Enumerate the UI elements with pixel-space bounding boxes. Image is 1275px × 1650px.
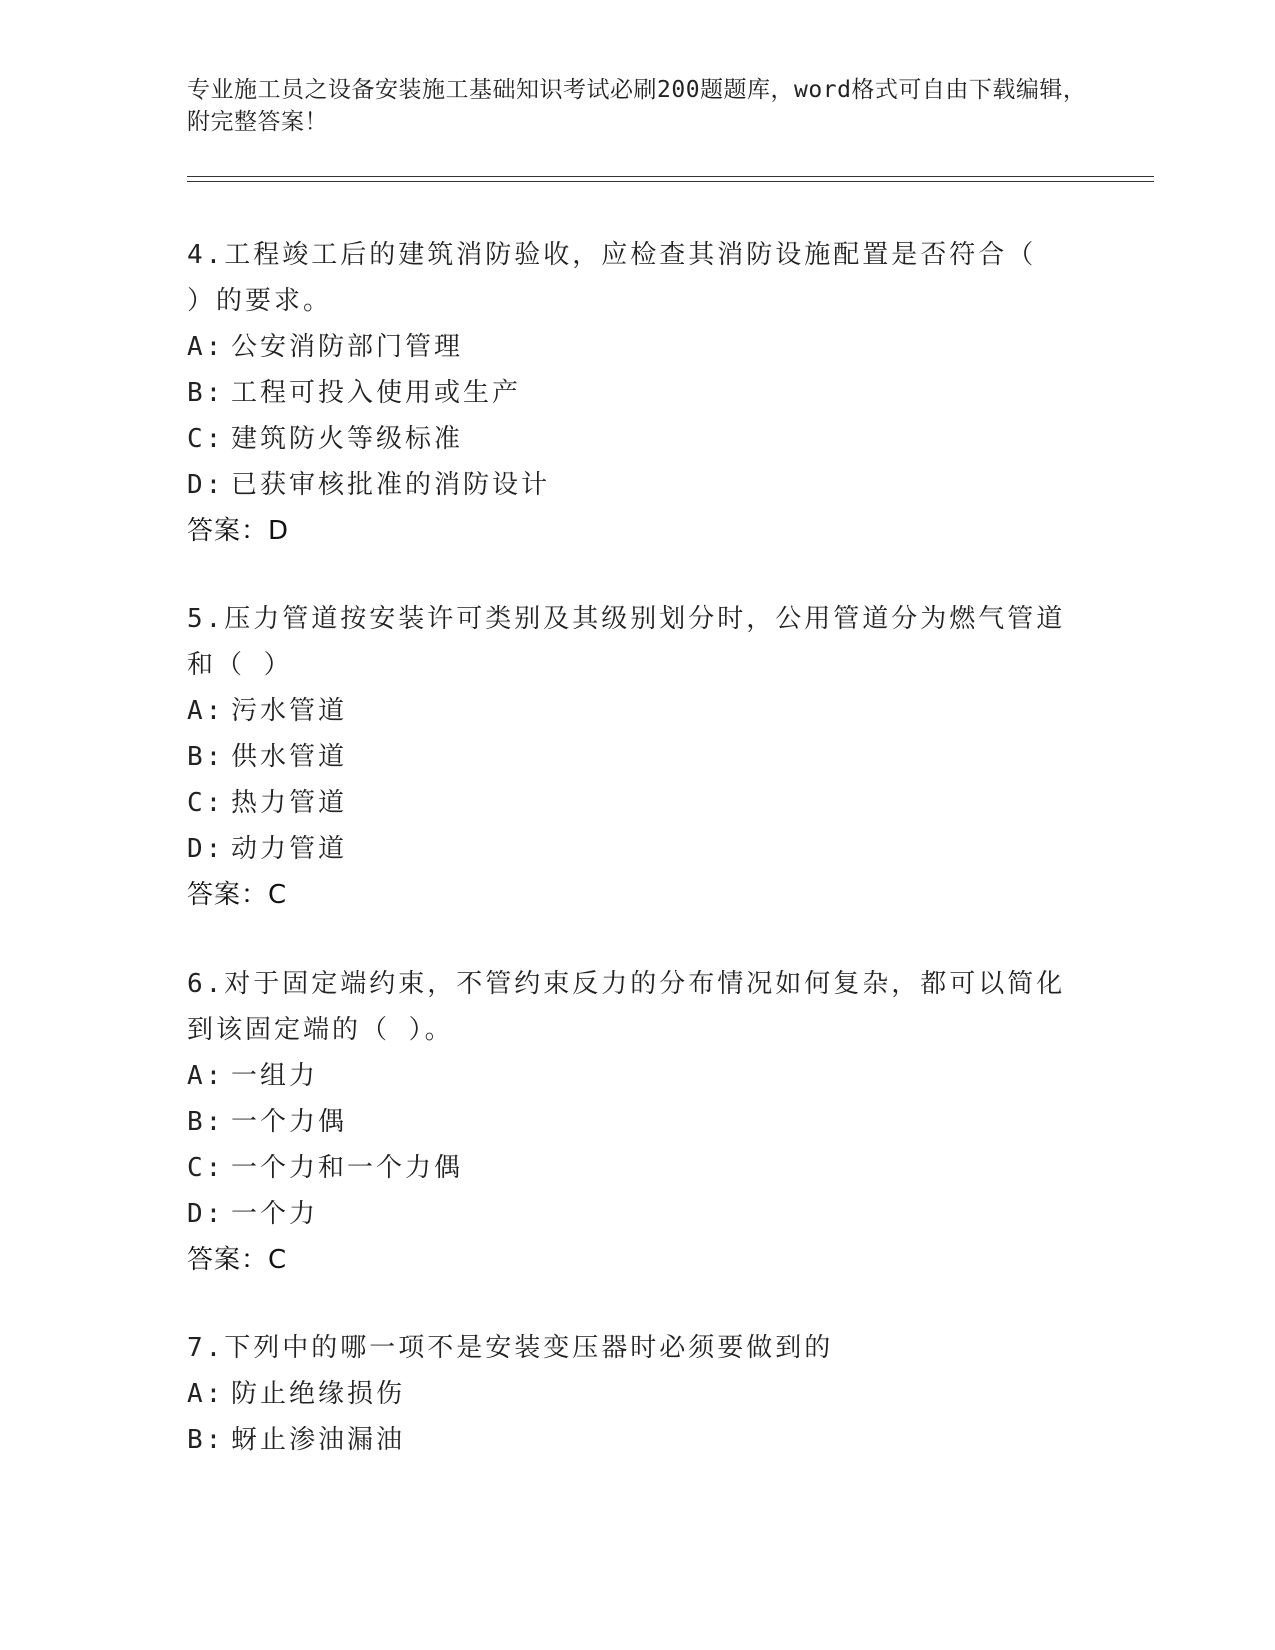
question-4 <box>187 232 1067 554</box>
option-text: 一个力 <box>231 1199 319 1229</box>
question-stem: 4.工程竣工后的建筑消防验收，应检查其消防设施配置是否符合（ ）的要求。 <box>187 240 1037 316</box>
answer-line: 答案：D <box>187 516 290 546</box>
option-text: 建筑防火等级标准 <box>231 424 464 454</box>
option-text: 已获审核批准的消防设计 <box>231 470 551 500</box>
question-6 <box>187 961 1067 1283</box>
document-header: 专业施工员之设备安装施工基础知识考试必刷200题题库，word格式可自由下载编辑，附完整答案！ <box>187 77 1087 135</box>
option-text: 热力管道 <box>231 788 348 818</box>
header-divider-top <box>187 176 1154 177</box>
option-d <box>187 1191 1067 1237</box>
option-text: 蚜止渗油漏油 <box>231 1425 406 1455</box>
option-letter: B: <box>187 1425 225 1455</box>
option-b <box>187 734 1067 780</box>
option-letter: A: <box>187 332 225 362</box>
option-text: 一组力 <box>231 1061 319 1091</box>
option-a <box>187 1053 1067 1099</box>
option-letter: A: <box>187 1379 225 1409</box>
answer-line: 答案：C <box>187 1245 288 1275</box>
question-stem: 5.压力管道按安装许可类别及其级别划分时，公用管道分为燃气管道和（ ） <box>187 604 1066 680</box>
option-text: 工程可投入使用或生产 <box>231 378 522 408</box>
option-text: 公安消防部门管理 <box>231 332 464 362</box>
option-b <box>187 1099 1067 1145</box>
option-letter: A: <box>187 1061 225 1091</box>
option-letter: C: <box>187 424 225 454</box>
option-text: 一个力和一个力偶 <box>231 1153 464 1183</box>
option-text: 动力管道 <box>231 834 348 864</box>
option-a <box>187 688 1067 734</box>
option-letter: C: <box>187 788 225 818</box>
option-a <box>187 324 1067 370</box>
question-7 <box>187 1325 1067 1463</box>
option-letter: D: <box>187 1199 225 1229</box>
question-5 <box>187 596 1067 918</box>
option-c <box>187 780 1067 826</box>
header-divider-bottom <box>187 181 1154 182</box>
option-text: 一个力偶 <box>231 1107 348 1137</box>
option-letter: D: <box>187 470 225 500</box>
option-letter: D: <box>187 834 225 864</box>
question-stem: 6.对于固定端约束，不管约束反力的分布情况如何复杂，都可以简化到该固定端的（ ）。 <box>187 969 1066 1045</box>
option-letter: B: <box>187 742 225 772</box>
answer-line: 答案：C <box>187 880 288 910</box>
option-text: 污水管道 <box>231 696 348 726</box>
option-b <box>187 370 1067 416</box>
option-text: 防止绝缘损伤 <box>231 1379 406 1409</box>
option-b <box>187 1417 1067 1463</box>
question-stem: 7.下列中的哪一项不是安装变压器时必须要做到的 <box>187 1333 834 1363</box>
option-letter: A: <box>187 696 225 726</box>
option-text: 供水管道 <box>231 742 348 772</box>
option-letter: C: <box>187 1153 225 1183</box>
option-c <box>187 1145 1067 1191</box>
option-c <box>187 416 1067 462</box>
option-letter: B: <box>187 1107 225 1137</box>
option-a <box>187 1371 1067 1417</box>
option-d <box>187 462 1067 508</box>
option-letter: B: <box>187 378 225 408</box>
option-d <box>187 826 1067 872</box>
